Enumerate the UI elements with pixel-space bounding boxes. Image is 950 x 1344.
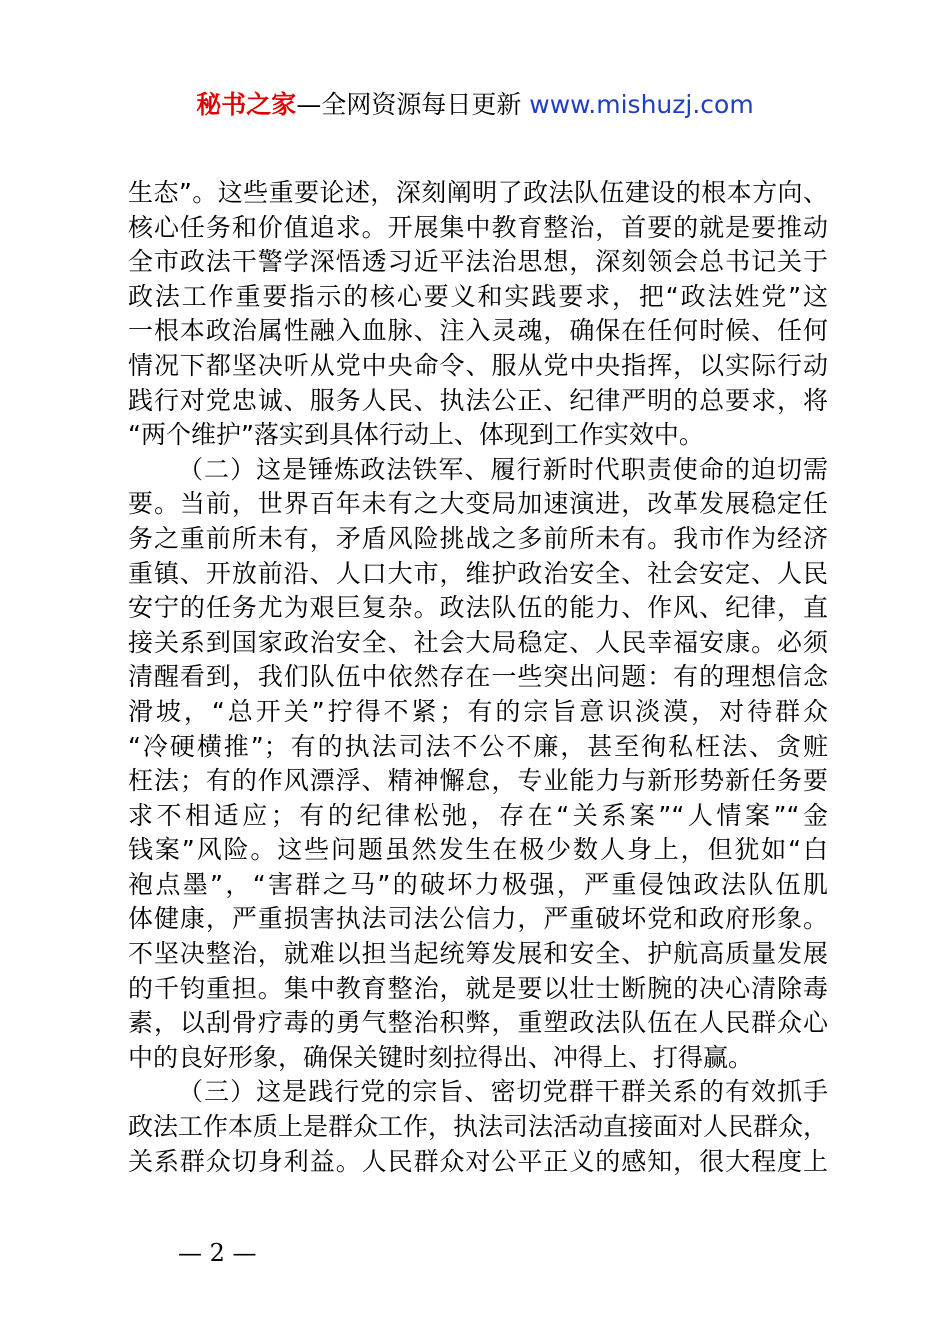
header-tagline: —全网资源每日更新 <box>296 90 530 119</box>
text-line: 一根本政治属性融入血脉、注入灵魂，确保在任何时候、任何 <box>128 316 828 346</box>
text-line: 钱案”风险。这些问题虽然发生在极少数人身上，但犹如“白 <box>128 835 828 865</box>
text-line: 素，以刮骨疗毒的勇气整治积弊，重塑政法队伍在人民群众心 <box>128 1008 828 1038</box>
page-number: — 2 — <box>178 1239 257 1267</box>
brand-name: 秘书之家 <box>196 90 297 119</box>
site-header <box>0 88 950 122</box>
text-line: 关系群众切身利益。人民群众对公平正义的感知，很大程度上 <box>128 1146 828 1176</box>
text-line: 核心任务和价值追求。开展集中教育整治，首要的就是要推动 <box>128 212 828 242</box>
text-line: 安宁的任务尤为艰巨复杂。政法队伍的能力、作风、纪律，直 <box>128 593 828 623</box>
site-url-link[interactable]: www.mishuzj.com <box>529 90 754 119</box>
text-line: 袍点墨”，“害群之马”的破坏力极强，严重侵蚀政法队伍肌 <box>128 869 828 899</box>
text-line: 全市政法干警学深悟透习近平法治思想，深刻领会总书记关于 <box>128 247 828 277</box>
text-line: 重镇、开放前沿、人口大市，维护政治安全、社会安定、人民 <box>128 558 828 588</box>
section-heading-line: （三）这是践行党的宗旨、密切党群干群关系的有效抓手 <box>178 1077 828 1107</box>
text-line: 的千钧重担。集中教育整治，就是要以壮士断腕的决心清除毒 <box>128 973 828 1003</box>
section-heading-line: （二）这是锤炼政法铁军、履行新时代职责使命的迫切需 <box>178 454 828 484</box>
text-line: 情况下都坚决听从党中央命令、服从党中央指挥，以实际行动 <box>128 350 828 380</box>
text-line: 体健康，严重损害执法司法公信力，严重破坏党和政府形象。 <box>128 904 828 934</box>
document-body <box>128 176 828 1179</box>
text-line: 务之重前所未有，矛盾风险挑战之多前所未有。我市作为经济 <box>128 523 828 553</box>
text-line: 滑坡，“总开关”拧得不紧；有的宗旨意识淡漠，对待群众 <box>128 696 828 726</box>
text-line: 不坚决整治，就难以担当起统筹发展和安全、护航高质量发展 <box>128 939 828 969</box>
text-line: 政法工作重要指示的核心要义和实践要求，把“政法姓党”这 <box>128 281 828 311</box>
text-line: 接关系到国家政治安全、社会大局稳定、人民幸福安康。必须 <box>128 627 828 657</box>
text-line: “两个维护”落实到具体行动上、体现到工作实效中。 <box>128 420 704 450</box>
text-line: 清醒看到，我们队伍中依然存在一些突出问题：有的理想信念 <box>128 662 828 692</box>
text-line: 践行对党忠诚、服务人民、执法公正、纪律严明的总要求，将 <box>128 385 828 415</box>
text-line: “冷硬横推”；有的执法司法不公不廉，甚至徇私枉法、贪赃 <box>128 731 828 761</box>
text-line: 政法工作本质上是群众工作，执法司法活动直接面对人民群众， <box>128 1112 829 1142</box>
text-line: 求不相适应；有的纪律松弛，存在“关系案”“人情案”“金 <box>128 800 828 830</box>
text-line: 生态”。这些重要论述，深刻阐明了政法队伍建设的根本方向、 <box>128 178 828 207</box>
text-line: 要。当前，世界百年未有之大变局加速演进，改革发展稳定任 <box>128 489 828 519</box>
text-line: 枉法；有的作风漂浮、精神懈怠，专业能力与新形势新任务要 <box>128 766 828 796</box>
text-line: 中的良好形象，确保关键时刻拉得出、冲得上、打得赢。 <box>128 1042 754 1072</box>
